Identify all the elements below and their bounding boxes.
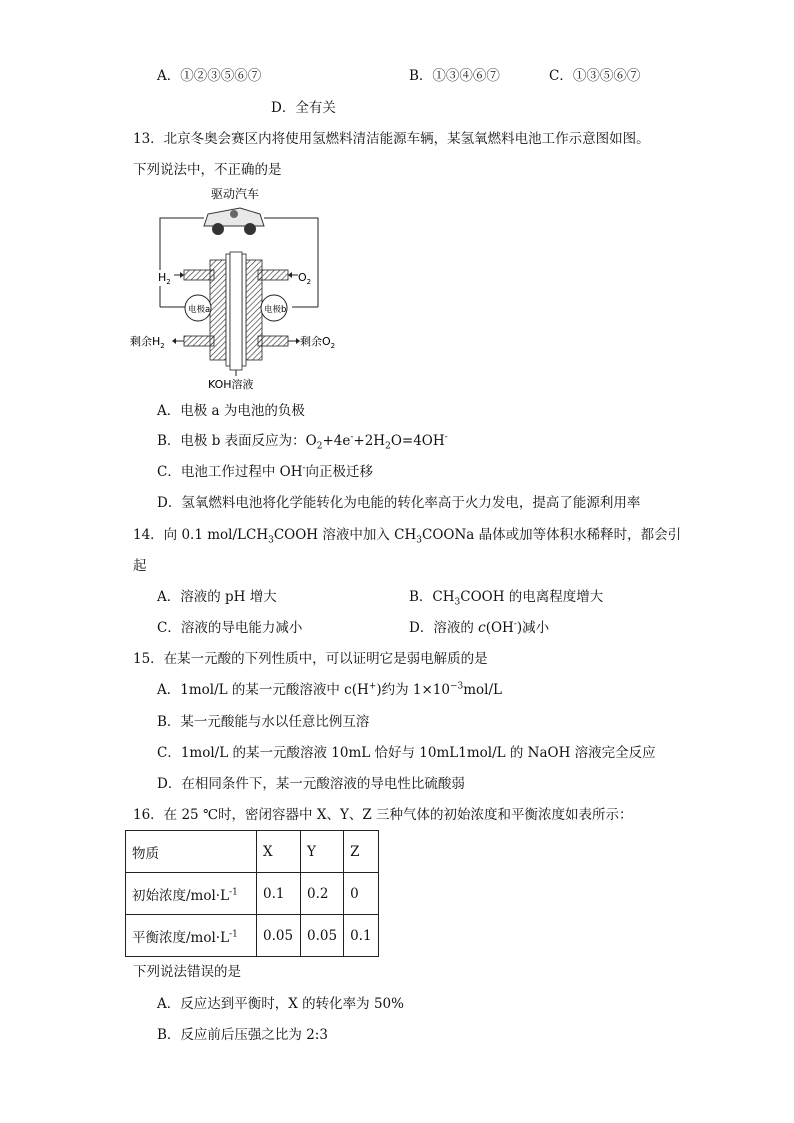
table-row-label: 初始浓度$/mol\cdot L^{-1}$ <box>126 873 257 915</box>
table-cell: 0.2 <box>301 873 344 915</box>
table-cell: 0.05 <box>301 915 344 957</box>
table-row-label: 平衡浓度$/mol\cdot L^{-1}$ <box>126 915 257 957</box>
koh-label: KOH溶液 <box>208 378 254 391</box>
q15-option-a: A．1mol/L 的某一元酸溶液中 c(H+)约为 $1\times 10^{-3}mol/L$ <box>157 681 503 698</box>
q13-option-a: A．电极 a 为电池的负极 <box>157 403 305 419</box>
q15-stem: 15．在某一元酸的下列性质中，可以证明它是弱电解质的是 <box>133 651 488 667</box>
q12-option-d: D．全有关 <box>271 100 336 116</box>
concentration-table <box>125 830 379 957</box>
q14-option-b: B．$CH_3COOH$ 的电离程度增大 <box>409 589 604 608</box>
table-row <box>126 915 379 957</box>
o2-in-label: $O_2$ <box>298 271 312 286</box>
q14-option-c: C．溶液的导电能力减小 <box>157 620 303 636</box>
q15-option-d: D．在相同条件下，某一元酸溶液的导电性比硫酸弱 <box>157 776 465 792</box>
q13-option-d: D．氢氧燃料电池将化学能转化为电能的转化率高于火力发电，提高了能源利用率 <box>157 495 641 511</box>
car-label: 驱动汽车 <box>211 187 260 201</box>
q14-stem-line2: 起 <box>133 558 147 574</box>
q16-option-b: B．反应前后压强之比为 2:3 <box>157 1027 328 1043</box>
table-cell: 0.1 <box>257 873 301 915</box>
table-header-row <box>126 831 379 873</box>
q16-option-a: A．反应达到平衡时，X 的转化率为 50% <box>157 996 404 1012</box>
q14-option-d: D．溶液的 c(OH-)减小 <box>409 619 550 636</box>
q14-stem-line1: 14．向 0.1 mol/$LCH_3COOH$ 溶液中加入 $CH_3COONa$ 晶体或加等体积水稀释时，都会引 <box>133 527 682 546</box>
q13-stem-line2: 下列说法中，不正确的是 <box>133 162 282 178</box>
table-cell: 0.1 <box>344 915 378 957</box>
table-header-cell: Z <box>344 831 378 873</box>
q15-option-c: C．1mol/L 的某一元酸溶液 10mL 恰好与 10mL1mol/L 的 NaOH 溶液完全反应 <box>157 745 656 761</box>
q12-option-b: B．①③④⑥⑦ <box>409 68 500 84</box>
remaining-h2-label: 剩余$H_2$ <box>130 335 165 350</box>
table-header-cell: X <box>257 831 301 873</box>
q14-option-a: A．溶液的 pH 增大 <box>157 589 277 605</box>
h2-in-label: $H_2$ <box>158 271 171 286</box>
q16-stem: 16．在 25 ℃时，密闭容器中 X、Y、Z 三种气体的初始浓度和平衡浓度如表所示： <box>133 807 633 823</box>
table-header-cell: Y <box>301 831 344 873</box>
table-cell: 0 <box>344 873 378 915</box>
q13-stem-line1: 13．北京冬奥会赛区内将使用氢燃料清洁能源车辆，某氢氧燃料电池工作示意图如图。 <box>133 131 650 147</box>
table-cell: 0.05 <box>257 915 301 957</box>
electrode-a-label: 电极a <box>188 305 211 315</box>
q15-option-b: B．某一元酸能与水以任意比例互溶 <box>157 714 370 730</box>
car-icon <box>204 208 264 235</box>
electrode-b-label: 电极b <box>264 305 287 315</box>
q16-after-table: 下列说法错误的是 <box>133 964 241 980</box>
q12-option-a: A．①②③⑤⑥⑦ <box>157 68 262 84</box>
remaining-o2-label: 剩余$O_2$ <box>300 335 336 350</box>
table-row <box>126 873 379 915</box>
table-header-cell: 物质 <box>126 831 257 873</box>
q12-option-c: C．①③⑤⑥⑦ <box>549 68 641 84</box>
q13-option-b: B．电极 b 表面反应为：$O_2+4e^-+2H_2O=4OH^-$ <box>157 432 448 452</box>
fuel-cell-diagram <box>128 184 358 394</box>
q13-option-c: C．电池工作过程中 OH-向正极迁移 <box>157 463 374 480</box>
